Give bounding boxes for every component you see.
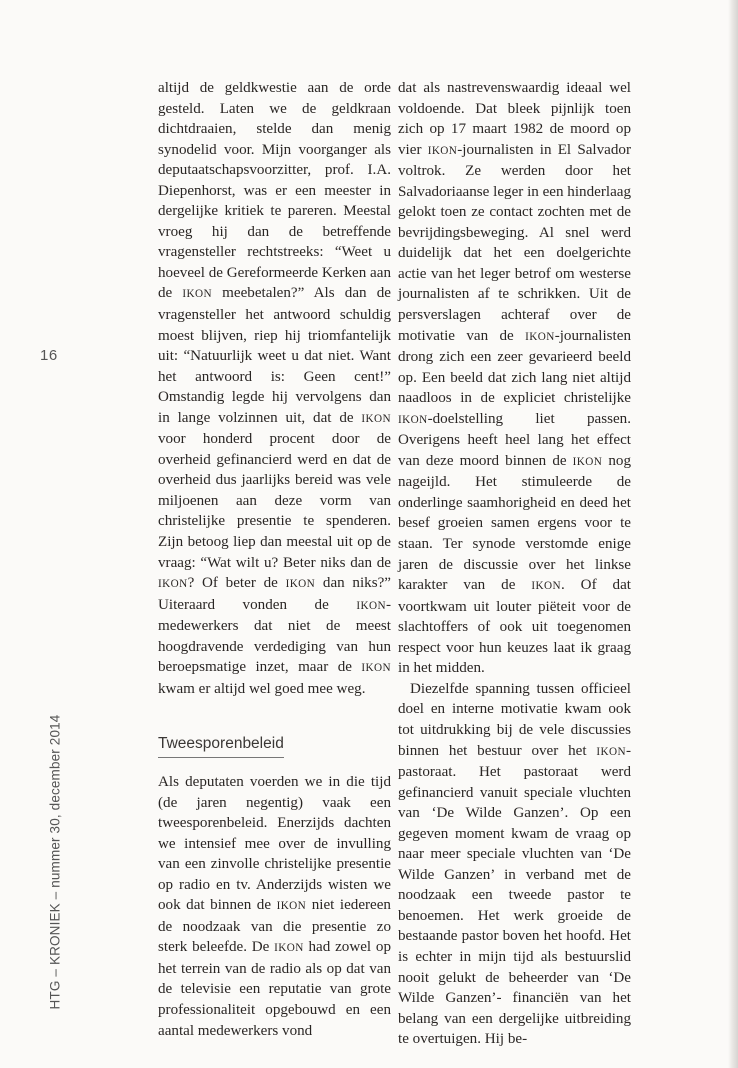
page-edge bbox=[728, 0, 738, 1068]
right-column bbox=[398, 78, 631, 1050]
paragraph: dat als nastrevenswaardig ideaal wel voldoende. Dat bleek pijnlijk toen zich op 17 maart 1982 de moord op vier IKON-journalisten in El Salvador voltrok. Ze werden door het Salvadoriaanse leger in een hinderlaag gelokt toen ze contact zochten met de bevrijdingsbeweging. Al snel werd duidelijk dat het een doelgerichte actie van het leger betrof om westerse journalisten af te schrikken. Uit de persverslagen achteraf over de motivatie van de IKON-journalisten drong zich een zeer gevarieerd beeld op. Een beeld dat zich lang niet altijd naadloos in de expliciet christelijke IKON-doelstelling liet passen. Overigens heeft heel lang het effect van deze moord binnen de IKON nog nageijld. Het stimuleerde de onderlinge saamhorigheid en deed het besef groeien samen ergens voor te staan. Ter synode verstomde enige jaren de discussie over het linkse karakter van de IKON. Of dat voortkwam uit louter piëteit voor de slachtoffers of ook uit toegenomen respect voor hun keuzes laat ik graag in het midden. bbox=[398, 80, 632, 677]
left-column bbox=[158, 78, 391, 1041]
running-footer: HTG – KRONIEK – nummer 30, december 2014 bbox=[47, 714, 63, 1010]
heading-block bbox=[158, 734, 391, 758]
paragraph: Als deputaten voerden we in die tijd (de jaren negentig) vaak een tweesporenbeleid. Enerzijds dachten we intensief mee over de invulling van een zinvolle christelijke presentie op radio en tv. Anderzijds wisten we ook dat binnen de IKON niet iedereen de noodzaak van die presentie zo sterk beleefde. De IKON had zowel op het terrein van de radio als op dat van de televisie een reputatie van grote professionaliteit opgebouwd en een aantal medewerkers vond bbox=[158, 773, 391, 1039]
paragraph: Diezelfde spanning tussen officieel doel en interne motivatie kwam ook tot uitdrukking bij de vele discussies binnen het bestuur over het IKON-pastoraat. Het pastoraat werd gefinancierd vanuit speciale vluchten van ‘De Wilde Ganzen’. Op een gegeven moment kwam de vraag op naar meer speciale vluchten van ‘De Wilde Ganzen’ in verband met de noodzaak een tweede pastor te benoemen. Het werk groeide de bestaande pastor boven het hoofd. Het is echter in mijn tijd als bestuurslid nooit gelukt de beheerder van ‘De Wilde Ganzen’- financiën van het belang van een dergelijke uitbreiding te overtuigen. Hij be- bbox=[398, 680, 631, 1048]
section-heading: Tweesporenbeleid bbox=[158, 734, 284, 758]
page-number: 16 bbox=[40, 347, 58, 364]
paragraph: altijd de geldkwestie aan de orde gesteld. Laten we de geldkraan dichtdraaien, stelde dan menig synodelid voor. Mijn voorganger als deputaatschapsvoorzitter, prof. I.A. Diepenhorst, was er een meester in dergelijke kritiek te pareren. Meestal vroeg hij dan de betreffende vragensteller rechtstreeks: “Weet u hoeveel de Gereformeerde Kerken aan de IKON meebetalen?” Als dan de vragensteller het antwoord schuldig moest blijven, riep hij triomfantelijk uit: “Natuurlijk weet u dat niet. Want het antwoord is: Geen cent!” Omstandig legde hij vervolgens dan in lange volzinnen uit, dat de IKON voor honderd procent door de overheid gefinancierd werd en dat de overheid dus jaarlijks bereid was vele miljoenen aan deze vorm van christelijke presentie te spenderen. Zijn betoog liep dan meestal uit op de vraag: “Wat wilt u? Beter niks dan de IKON? Of beter de IKON dan niks?” Uiteraard vonden de IKON-medewerkers dat niet de meest hoogdravende verdediging van hun beroepsmatige inzet, maar de IKON kwam er altijd wel goed mee weg. bbox=[158, 80, 391, 697]
